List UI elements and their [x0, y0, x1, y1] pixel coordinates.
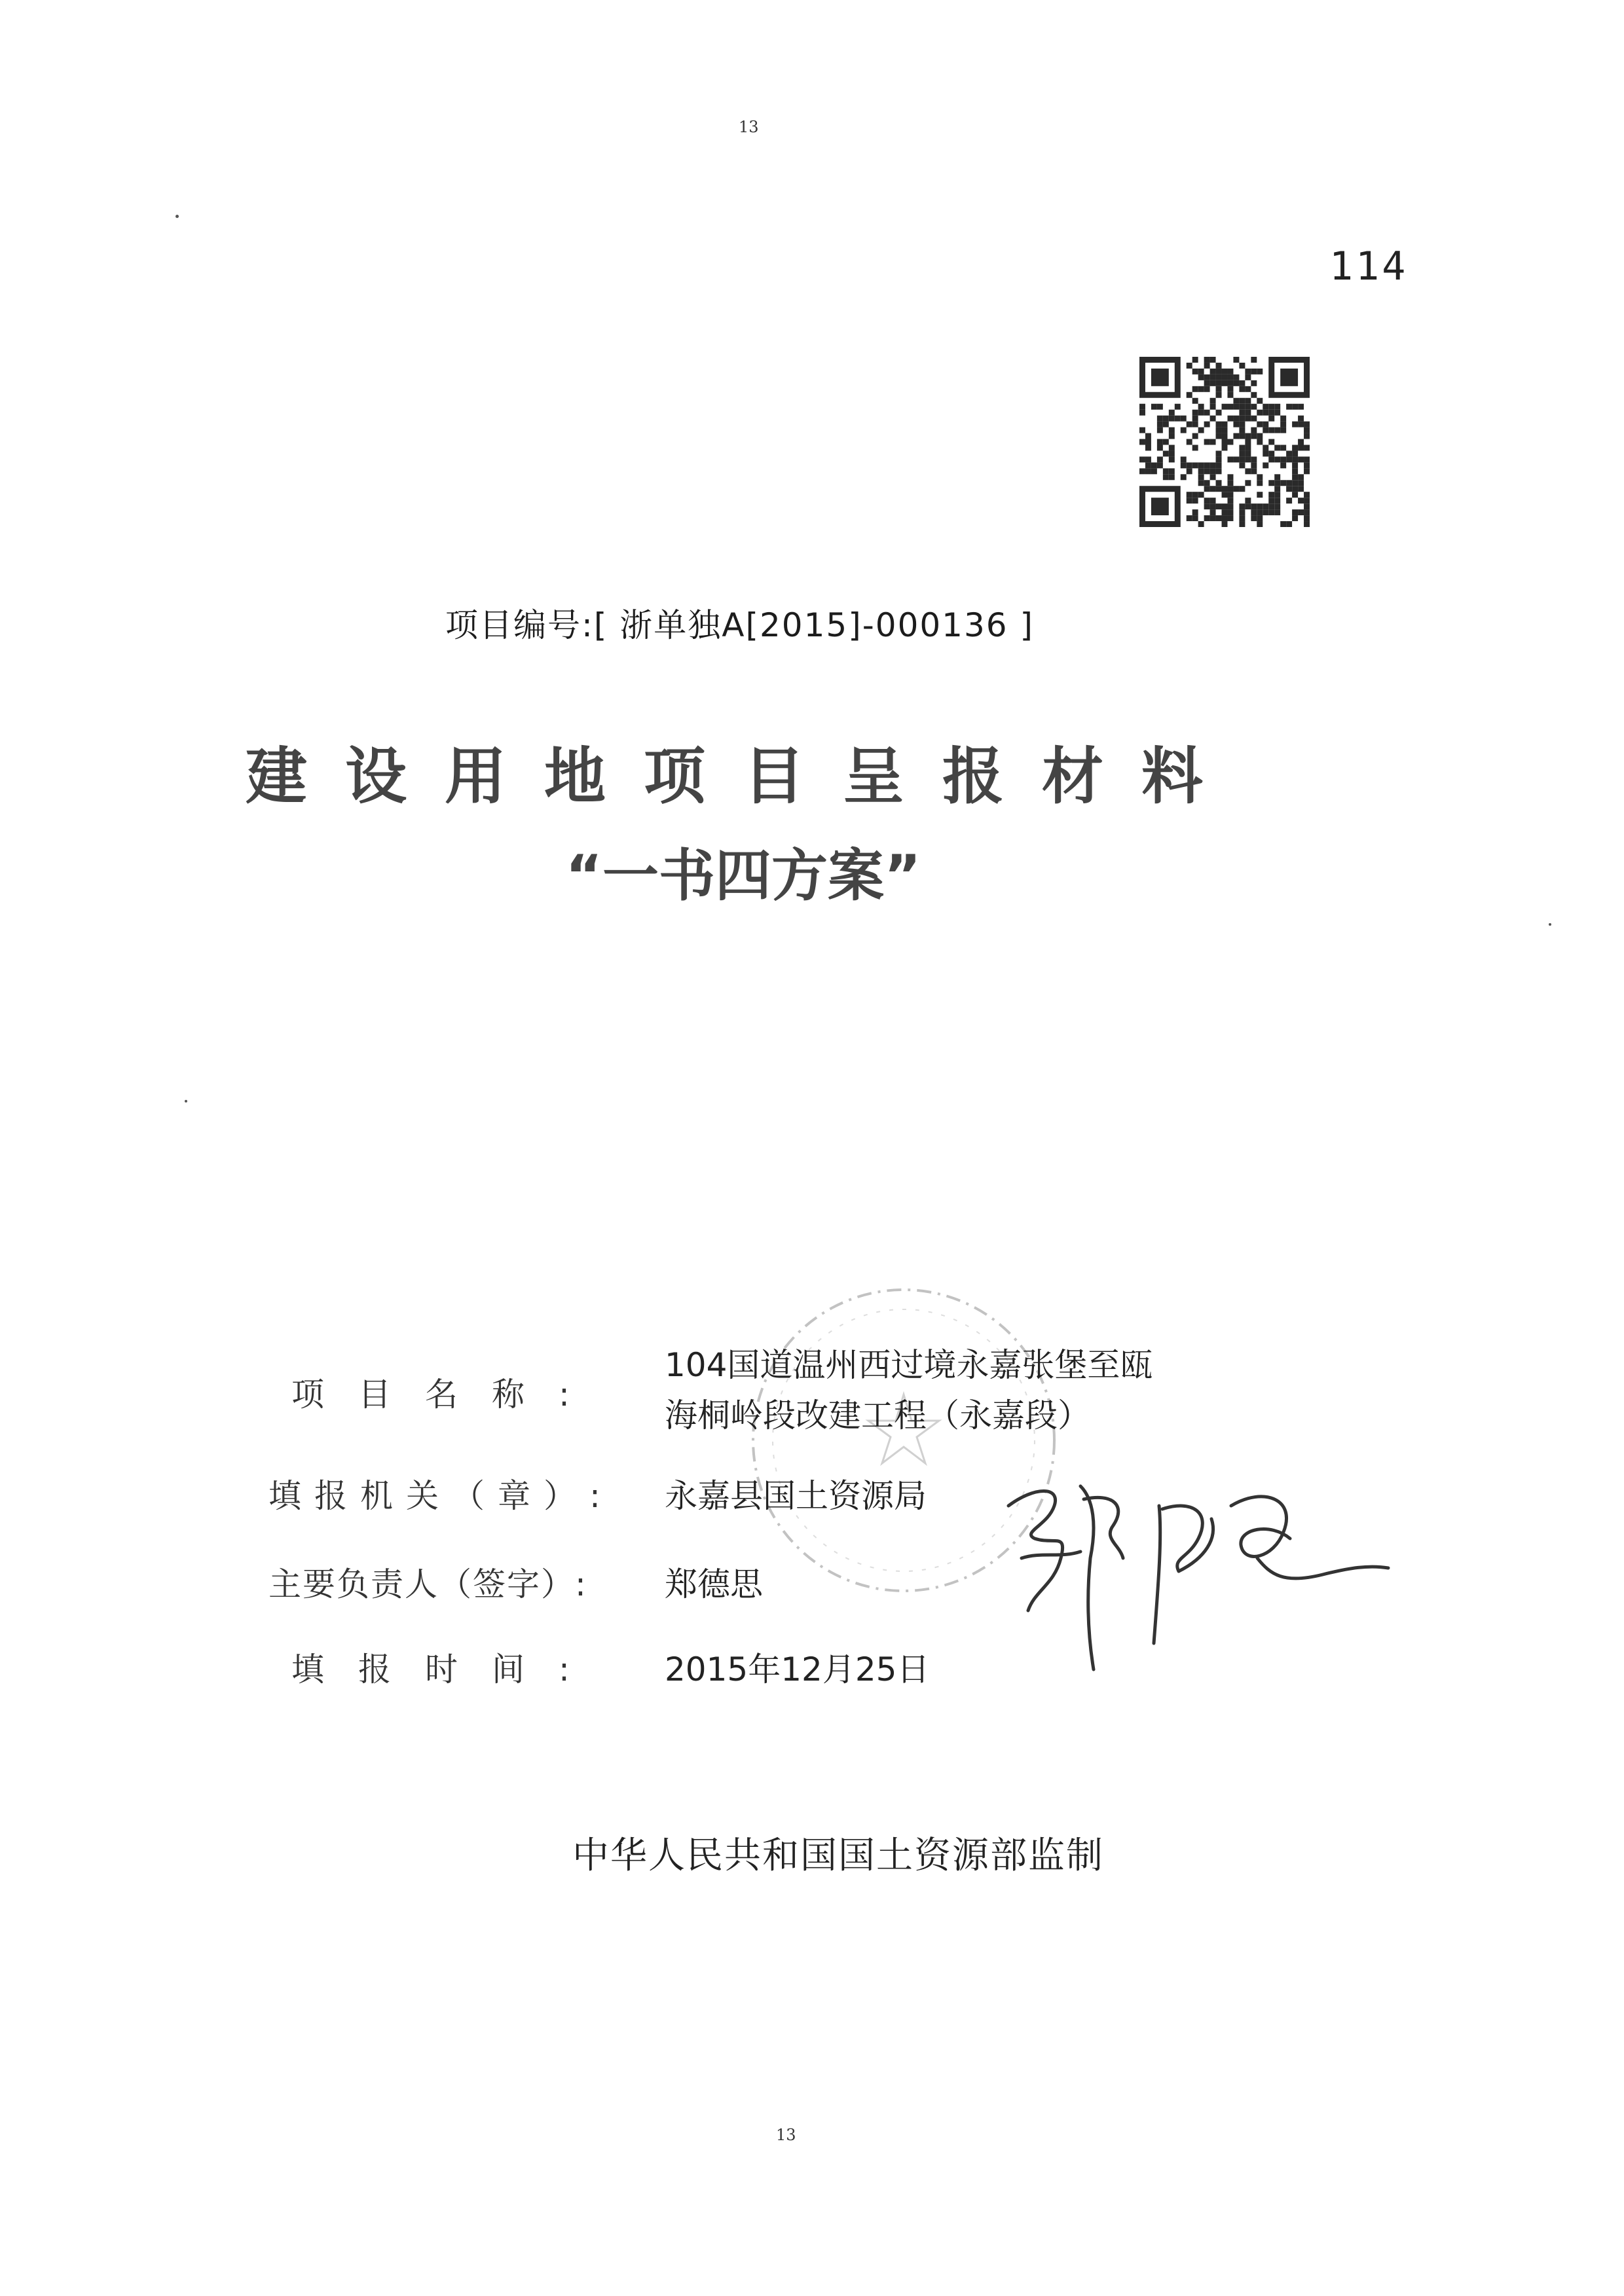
filing-org-value: 永嘉县国土资源局 [665, 1477, 927, 1515]
handwritten-signature [982, 1460, 1401, 1709]
qr-code-icon [1139, 357, 1310, 527]
project-name-value-line2: 海桐岭段改建工程（永嘉段） [665, 1396, 1090, 1434]
page-number-top: 13 [739, 118, 759, 136]
responsible-person-value: 郑德思 [665, 1565, 763, 1603]
page-number-bottom: 13 [776, 2126, 796, 2144]
project-name-label: 项目名称: [291, 1376, 604, 1413]
stamp-number: 114 [1329, 244, 1409, 289]
project-number: 项目编号:[ 浙单独A[2015]-000136 ] [445, 606, 1035, 644]
document-title: 建设用地项目呈报材料 [245, 741, 1241, 812]
filing-date-label: 填报时间: [291, 1650, 604, 1688]
filing-date-value: 2015年12月25日 [665, 1650, 930, 1688]
document-subtitle: “一书四方案” [565, 843, 921, 909]
scan-speck [1549, 923, 1551, 926]
filing-org-label: 填报机关（章）: [268, 1477, 614, 1515]
project-name-value-line1: 104国道温州西过境永嘉张堡至瓯 [665, 1346, 1153, 1384]
scan-speck [175, 215, 179, 218]
responsible-person-label: 主要负责人（签字）: [268, 1565, 587, 1603]
issuing-authority: 中华人民共和国国土资源部监制 [572, 1834, 1104, 1877]
scan-speck [185, 1100, 187, 1102]
